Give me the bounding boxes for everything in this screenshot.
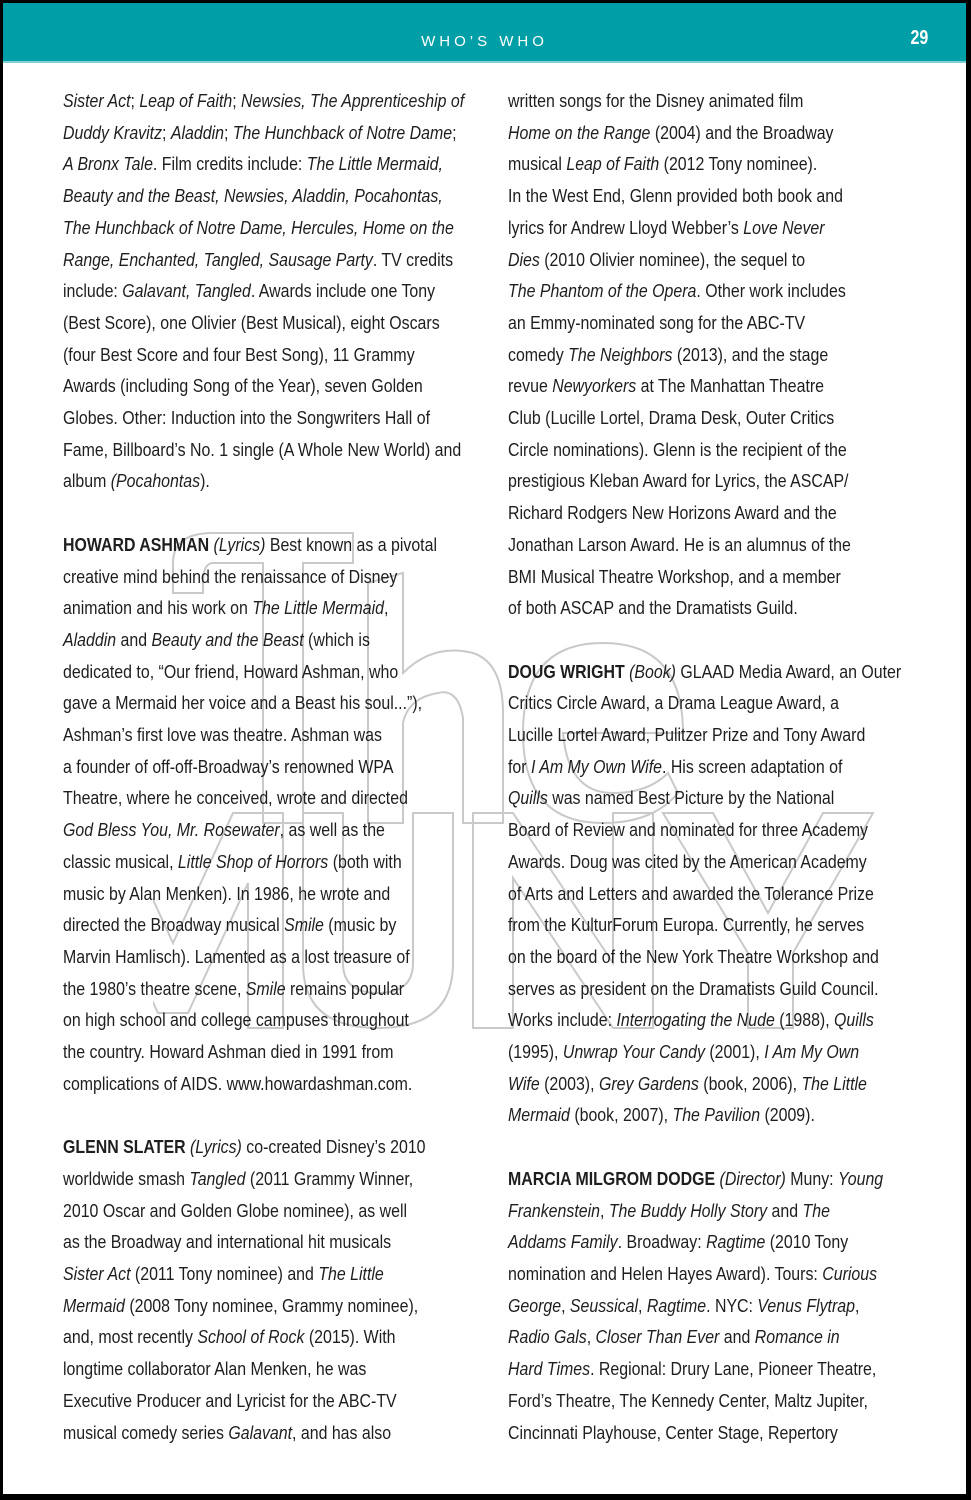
italic-title: Hard Times (508, 1358, 591, 1380)
text-run: worldwide smash (63, 1167, 190, 1189)
italic-title: Love Never (743, 216, 825, 238)
text-run: (2003), (539, 1072, 599, 1094)
italic-title: Smile (245, 977, 286, 999)
italic-title: Radio Gals (508, 1326, 587, 1348)
italic-title: The Buddy Holly Story (608, 1199, 768, 1221)
program-page (3, 3, 966, 1494)
text-run: (2013), and the stage (672, 343, 829, 365)
text-line (63, 1226, 433, 1258)
text-line (63, 1290, 433, 1322)
text-run: Theatre, where he conceived, wrote and directed (63, 787, 408, 809)
text-run: Marvin Hamlisch). Lamented as a lost treasure of (63, 945, 410, 967)
text-run: ; (130, 90, 140, 111)
italic-title: Interrogating the Nude (616, 1009, 775, 1031)
text-line (63, 212, 454, 244)
italic-title: Leap of Faith (566, 153, 660, 175)
text-line (63, 656, 433, 688)
text-run: serves as president on the Dramatists Guild Council. (508, 977, 879, 999)
text-run: . NYC: (706, 1294, 758, 1316)
left-column (63, 85, 493, 1480)
italic-title: (Book) (629, 660, 676, 682)
text-line (508, 1417, 848, 1449)
text-line (63, 275, 436, 307)
italic-title: The Little (318, 1262, 384, 1284)
text-run: co-created Disney’s 2010 (241, 1136, 426, 1158)
italic-title: Aladdin (63, 628, 117, 650)
italic-title: Romance in (754, 1326, 840, 1348)
text-line (508, 878, 874, 910)
italic-title: (Lyrics) (189, 1136, 242, 1158)
text-run: (book, 2007), (569, 1104, 673, 1126)
italic-title: Ragtime (706, 1231, 766, 1253)
italic-title: Grey Gardens (598, 1072, 699, 1094)
text-line (508, 561, 848, 593)
italic-title: Venus Flytrap (757, 1294, 855, 1316)
italic-title: I Am My Own (764, 1041, 860, 1063)
text-line (508, 941, 879, 973)
text-run: and (767, 1199, 803, 1221)
text-run: (music by (323, 914, 397, 936)
italic-title: Mermaid (508, 1104, 570, 1126)
text-line (508, 117, 848, 149)
bio-name: DOUG WRIGHT (508, 660, 630, 682)
text-run: . His screen adaptation of (661, 755, 843, 777)
text-run: . Film credits include: (152, 153, 307, 175)
italic-title: The Hunchback of Notre Dame (232, 121, 453, 143)
text-run: Executive Producer and Lyricist for the ABC-TV (63, 1389, 397, 1411)
text-run: album (63, 470, 111, 492)
text-run: a founder of off-off-Broadway’s renowned WPA (63, 755, 394, 777)
text-run: revue (508, 375, 553, 397)
text-run: ; (232, 90, 242, 111)
italic-title: The Phantom of the Opera (508, 280, 697, 302)
text-line (63, 561, 433, 593)
italic-title: Tangled (189, 1167, 246, 1189)
text-line (508, 434, 848, 466)
text-run: . Other work includes (696, 280, 846, 302)
text-run: BMI Musical Theatre Workshop, and a member (508, 565, 841, 587)
text-run: Best known as a pivotal (265, 533, 437, 555)
text-line (63, 180, 443, 212)
text-line (63, 1131, 433, 1163)
text-line (63, 370, 433, 402)
text-line (508, 1290, 860, 1322)
text-run: , and has also (292, 1421, 392, 1443)
text-line (508, 814, 868, 846)
text-line (63, 244, 454, 276)
text-line (63, 1195, 433, 1227)
italic-title: The Little (801, 1072, 867, 1094)
text-line (63, 1163, 433, 1195)
text-run: musical comedy series (63, 1421, 229, 1443)
text-run: and (719, 1326, 755, 1348)
text-line (508, 687, 848, 719)
text-line (63, 719, 433, 751)
text-run: Circle nominations). Glenn is the recipient of the (508, 438, 847, 460)
italic-title: Seussical (569, 1294, 639, 1316)
text-run: was named Best Picture by the National (547, 787, 835, 809)
text-line (508, 497, 848, 529)
text-line (508, 275, 848, 307)
text-line (63, 687, 433, 719)
text-line (63, 878, 433, 910)
text-run: Cincinnati Playhouse, Center Stage, Repertory (508, 1421, 838, 1443)
text-run: (Best Score), one Olivier (Best Musical), eight Oscars (63, 311, 440, 333)
text-run: (2001), (704, 1041, 765, 1063)
italic-title: Smile (284, 914, 324, 936)
text-run: on high school and college campuses throughout (63, 1009, 409, 1031)
text-run: (four Best Score and four Best Song), 11 Grammy (63, 343, 415, 365)
section-header (3, 3, 966, 63)
text-run: animation and his work on (63, 597, 253, 619)
italic-title: Leap of Faith (139, 90, 233, 111)
text-run: on the board of the New York Theatre Workshop and (508, 945, 879, 967)
text-run: (2015). With (304, 1326, 396, 1348)
text-run: prestigious Kleban Award for Lyrics, the ASCAP/ (508, 470, 849, 492)
italic-title: (Pocahontas (110, 470, 201, 492)
text-run: ; (452, 121, 457, 143)
text-run: (book, 2006), (698, 1072, 802, 1094)
italic-title: The Pavilion (672, 1104, 761, 1126)
text-line (508, 719, 866, 751)
text-line (508, 402, 848, 434)
text-line (508, 592, 848, 624)
text-run: Jonathan Larson Award. He is an alumnus of the (508, 533, 851, 555)
italic-title: Beauty and the Beast, Newsies, Aladdin, Pocahontas, (63, 185, 443, 207)
text-run: (2009). (760, 1104, 815, 1126)
text-run: written songs for the Disney animated film (508, 90, 804, 111)
text-line (508, 973, 879, 1005)
text-run: . Awards include one Tony (250, 280, 436, 302)
italic-title: Galavant, Tangled (122, 280, 251, 302)
text-run: (1995), (508, 1041, 563, 1063)
page-number: 29 (910, 27, 928, 49)
text-run: Ford’s Theatre, The Kennedy Center, Maltz Jupiter, (508, 1389, 868, 1411)
text-line (63, 85, 465, 117)
text-line (508, 148, 848, 180)
italic-title: Galavant (228, 1421, 293, 1443)
italic-title: Frankenstein (508, 1199, 600, 1221)
text-line (508, 1068, 867, 1100)
italic-title: I Am My Own Wife (530, 755, 662, 777)
text-run: . Broadway: (617, 1231, 707, 1253)
text-run: Globes. Other: Induction into the Songwriters Hall of (63, 407, 431, 429)
text-run: and (116, 628, 152, 650)
text-run: an Emmy-nominated song for the ABC-TV (508, 311, 806, 333)
text-run: longtime collaborator Alan Menken, he was (63, 1358, 367, 1380)
italic-title: Quills (508, 787, 548, 809)
italic-title: School of Rock (197, 1326, 305, 1348)
text-run: ). (200, 470, 210, 492)
text-line (63, 814, 433, 846)
text-line (63, 1004, 433, 1036)
italic-title: The Little Mermaid, (306, 153, 443, 175)
text-run: (2008 Tony nominee, Grammy nominee), (124, 1294, 419, 1316)
italic-title: Mermaid (63, 1294, 125, 1316)
text-run: Richard Rodgers New Horizons Award and the (508, 502, 837, 524)
text-line (508, 656, 902, 688)
text-run: complications of AIDS. www.howardashman.com. (63, 1072, 413, 1094)
text-run: Awards (including Song of the Year), seven Golden (63, 375, 423, 397)
italic-title: (Lyrics) (213, 533, 266, 555)
text-run: Critics Circle Award, a Drama League Award, a (508, 692, 840, 714)
italic-title: Sister Act (63, 90, 131, 111)
italic-title: Wife (508, 1072, 540, 1094)
text-run: comedy (508, 343, 569, 365)
text-line (508, 370, 848, 402)
text-line (508, 244, 848, 276)
italic-title: Little Shop of Horrors (177, 850, 329, 872)
italic-title: The (802, 1199, 830, 1221)
text-run: (2011 Grammy Winner, (245, 1167, 414, 1189)
text-line (508, 465, 848, 497)
text-line (508, 212, 848, 244)
text-line (508, 529, 851, 561)
text-line (63, 339, 433, 371)
italic-title: Home on the Range (508, 121, 651, 143)
text-run: . TV credits (372, 248, 454, 270)
text-line (508, 1195, 848, 1227)
text-line (63, 307, 440, 339)
text-line (508, 1353, 877, 1385)
text-run: of both ASCAP and the Dramatists Guild. (508, 597, 798, 619)
text-line (508, 1163, 884, 1195)
italic-title: Beauty and the Beast (151, 628, 304, 650)
text-line (63, 1321, 433, 1353)
italic-title: Newsies, The Apprenticeship of (241, 90, 465, 111)
text-line (63, 1385, 433, 1417)
italic-title: George (508, 1294, 562, 1316)
text-run: (2010 Olivier nominee), the sequel to (539, 248, 806, 270)
bio-menken-continued (63, 85, 493, 497)
bio-glenn-slater (63, 1131, 493, 1448)
text-run: Awards. Doug was cited by the American Academy (508, 850, 867, 872)
italic-title: Range, Enchanted, Tangled, Sausage Party (63, 248, 373, 270)
bio-name: HOWARD ASHMAN (63, 533, 214, 555)
bio-marcia-milgrom-dodge (508, 1163, 903, 1448)
text-run: and, most recently (63, 1326, 198, 1348)
text-line (63, 1068, 433, 1100)
text-line (508, 1099, 848, 1131)
text-line (63, 148, 443, 180)
text-run: Muny: (785, 1167, 839, 1189)
text-line (508, 180, 848, 212)
italic-title: (Director) (719, 1167, 786, 1189)
text-run: Ashman’s first love was theatre. Ashman was (63, 724, 382, 746)
text-line (63, 751, 433, 783)
section-title: WHO’S WHO (421, 33, 548, 50)
italic-title: The Neighbors (568, 343, 673, 365)
text-run: classic musical, (63, 850, 178, 872)
text-line (63, 117, 457, 149)
text-line (63, 465, 433, 497)
text-run: , (586, 1326, 596, 1348)
text-run: for (508, 755, 531, 777)
text-line (63, 402, 433, 434)
text-line (63, 909, 433, 941)
italic-title: Duddy Kravitz (63, 121, 163, 143)
text-run: from the KulturForum Europa. Currently, he serves (508, 914, 865, 936)
text-line (63, 434, 462, 466)
bio-glenn-slater-continued (508, 85, 903, 624)
text-line (508, 909, 865, 941)
text-run: musical (508, 153, 567, 175)
italic-title: Unwrap Your Candy (562, 1041, 705, 1063)
text-run: nomination and Helen Hayes Award). Tours: (508, 1262, 823, 1284)
text-run: as the Broadway and international hit musicals (63, 1231, 392, 1253)
text-run: at The Manhattan Theatre (636, 375, 825, 397)
text-run: In the West End, Glenn provided both book and (508, 185, 843, 207)
text-line (508, 339, 848, 371)
bio-doug-wright (508, 656, 903, 1132)
text-run: (2004) and the Broadway (650, 121, 834, 143)
text-line (508, 1258, 878, 1290)
text-line (63, 624, 433, 656)
text-line (63, 529, 437, 561)
text-line (508, 307, 848, 339)
text-run: Works include: (508, 1009, 617, 1031)
italic-title: Addams Family (508, 1231, 618, 1253)
text-line (508, 846, 867, 878)
text-line (508, 85, 848, 117)
text-line (63, 941, 433, 973)
text-line (63, 1036, 433, 1068)
text-run: (2011 Tony nominee) and (130, 1262, 319, 1284)
italic-title: The Hunchback of Notre Dame, Hercules, Home on the (63, 216, 454, 238)
italic-title: Ragtime (646, 1294, 707, 1316)
text-run: , (638, 1294, 647, 1316)
text-run: ; (223, 121, 233, 143)
text-run: music by Alan Menken). In 1986, he wrote and (63, 882, 391, 904)
italic-title: God Bless You, Mr. Rosewater (63, 819, 280, 841)
text-run: the 1980’s theatre scene, (63, 977, 246, 999)
text-line (508, 751, 848, 783)
text-run: . Regional: Drury Lane, Pioneer Theatre, (590, 1358, 877, 1380)
text-line (508, 1004, 874, 1036)
text-run: creative mind behind the renaissance of Disney (63, 565, 398, 587)
bio-name: GLENN SLATER (63, 1136, 190, 1158)
text-run: , (384, 597, 389, 619)
italic-title: Closer Than Ever (595, 1326, 720, 1348)
italic-title: Young (838, 1167, 884, 1189)
italic-title: Aladdin (170, 121, 224, 143)
text-line (63, 1417, 433, 1449)
italic-title: Dies (508, 248, 540, 270)
text-run: remains popular (285, 977, 405, 999)
italic-title: Curious (822, 1262, 878, 1284)
text-run: (2010 Tony (765, 1231, 849, 1253)
text-run: 2010 Oscar and Golden Globe nominee), as well (63, 1199, 408, 1221)
text-run: , (599, 1199, 609, 1221)
text-run: include: (63, 280, 123, 302)
text-line (63, 973, 433, 1005)
bio-howard-ashman (63, 529, 493, 1100)
text-line (63, 782, 433, 814)
italic-title: Newyorkers (552, 375, 637, 397)
italic-title: The Little Mermaid (252, 597, 385, 619)
text-run: the country. Howard Ashman died in 1991 from (63, 1041, 394, 1063)
text-line (508, 1321, 848, 1353)
text-run: dedicated to, “Our friend, Howard Ashman, who (63, 660, 399, 682)
italic-title: Quills (834, 1009, 874, 1031)
text-run: (2012 Tony nominee). (659, 153, 818, 175)
text-line (63, 592, 433, 624)
bio-name: MARCIA MILGROM DODGE (508, 1167, 720, 1189)
text-run: (which is (303, 628, 370, 650)
text-run: of Arts and Letters and awarded the Tolerance Prize (508, 882, 874, 904)
text-run: , (854, 1294, 860, 1316)
text-line (508, 782, 848, 814)
text-run: Board of Review and nominated for three Academy (508, 819, 868, 841)
text-line (508, 1036, 860, 1068)
text-line (508, 1385, 868, 1417)
text-run: (both with (328, 850, 402, 872)
text-run: Lucille Lortel Award, Pulitzer Prize and Tony Award (508, 724, 866, 746)
text-line (63, 1353, 433, 1385)
text-run: , as well as the (279, 819, 385, 841)
text-run: lyrics for Andrew Lloyd Webber’s (508, 216, 744, 238)
text-run: ; (162, 121, 171, 143)
text-line (63, 846, 433, 878)
text-run: Club (Lucille Lortel, Drama Desk, Outer Critics (508, 407, 835, 429)
text-run: GLAAD Media Award, an Outer (675, 660, 902, 682)
italic-title: Sister Act (63, 1262, 131, 1284)
text-line (63, 1258, 433, 1290)
right-column (508, 85, 903, 1480)
text-run: (1988), (774, 1009, 835, 1031)
text-line (508, 1226, 848, 1258)
italic-title: A Bronx Tale (63, 153, 153, 175)
text-run: directed the Broadway musical (63, 914, 285, 936)
text-run: , (561, 1294, 570, 1316)
text-run: gave a Mermaid her voice and a Beast his soul...”), (63, 692, 423, 714)
text-run: Fame, Billboard’s No. 1 single (A Whole New World) and (63, 438, 462, 460)
